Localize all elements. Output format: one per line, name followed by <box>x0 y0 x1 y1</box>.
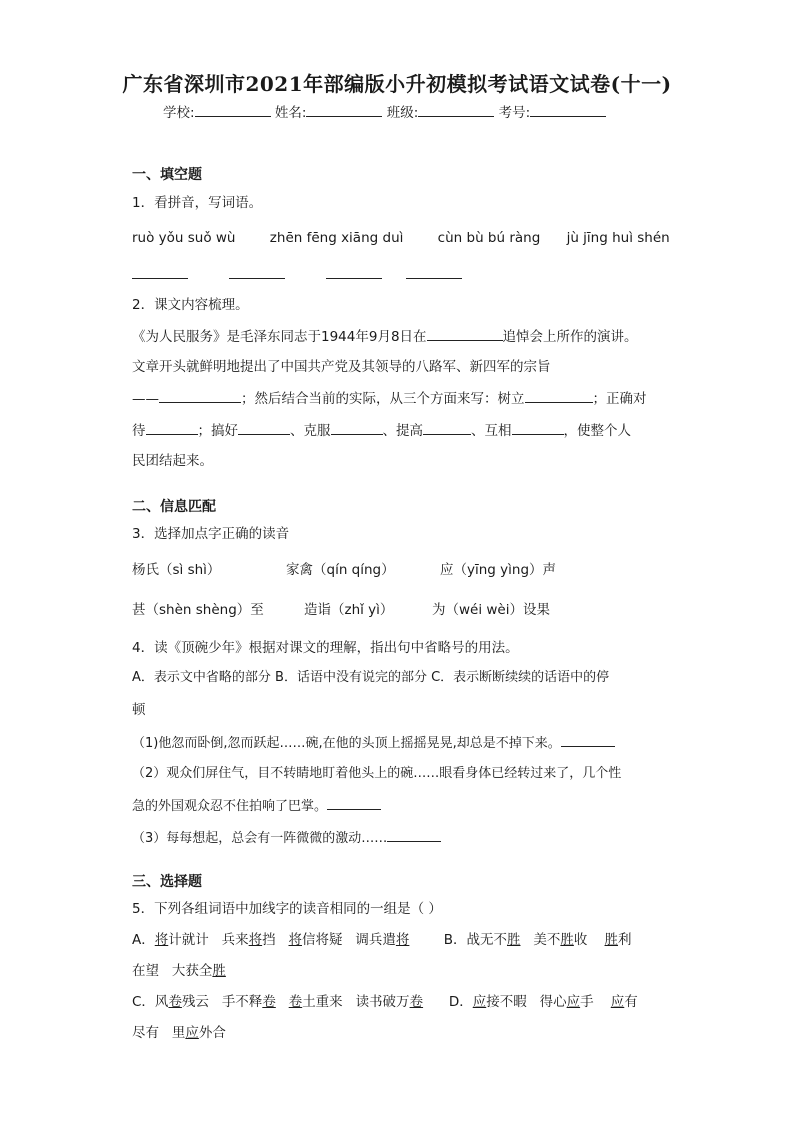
text-segment: C．风 <box>132 994 169 1010</box>
underlined-char: 应 <box>472 994 487 1010</box>
text-segment: 追悼会上所作的演讲。 <box>502 329 638 345</box>
pronunciation-option: 甚（shèn shèng）至 <box>132 602 264 618</box>
student-info-line <box>163 102 606 123</box>
text-segment: 尽有 <box>132 1025 159 1041</box>
answer-blank[interactable] <box>229 264 285 279</box>
question-5-options-cd <box>132 992 638 1012</box>
name-blank[interactable] <box>306 102 382 117</box>
text-segment: 挡 <box>262 932 276 948</box>
text-segment: 计就计 <box>168 932 209 948</box>
question-4-sentence-1 <box>132 732 615 754</box>
underlined-char: 应 <box>185 1025 199 1041</box>
choice-a[interactable] <box>132 932 409 948</box>
answer-blank[interactable] <box>327 795 381 810</box>
answer-blank[interactable] <box>427 326 503 341</box>
text-segment: 调兵遣 <box>355 932 396 948</box>
underlined-char: 胜 <box>604 932 619 948</box>
underlined-char: 胜 <box>506 932 521 948</box>
underlined-char: 将 <box>395 932 410 948</box>
question-2-line-3 <box>132 388 647 409</box>
class-blank[interactable] <box>418 102 494 117</box>
answer-blank[interactable] <box>326 264 382 279</box>
question-5-options-cd-cont <box>132 1023 226 1043</box>
school-label: 学校: <box>163 105 195 121</box>
section-heading-fill-blank: 一、填空题 <box>132 167 202 183</box>
text-segment: 、克服 <box>290 423 331 439</box>
question-4-options: A．表示文中省略的部分 B．话语中没有说完的部分 C．表示断断续续的话语中的停 <box>132 670 610 685</box>
text-segment: 、互相 <box>471 423 512 439</box>
question-2-line-2: 文章开头就鲜明地提出了中国共产党及其领导的八路军、新四军的宗旨 <box>132 359 551 375</box>
text-segment: 有 <box>624 994 638 1010</box>
sentence-text: （3）每每想起，总会有一阵微微的激动…… <box>132 831 388 846</box>
pinyin-item: jù jīng huì shén <box>566 230 670 246</box>
answer-blank[interactable] <box>132 264 188 279</box>
question-4-sentence-2: （2）观众们屏住气，目不转睛地盯着他头上的碗……眼看身体已经转过来了，几个性 <box>132 766 622 781</box>
text-segment: D． <box>448 994 473 1010</box>
underlined-char: 胜 <box>560 932 574 948</box>
underlined-char: 卷 <box>262 994 276 1010</box>
text-segment: 《为人民服务》是毛泽东同志于1944年9月8日在 <box>132 329 427 345</box>
section-heading-matching: 二、信息匹配 <box>132 499 216 515</box>
text-segment: ，使整个人 <box>563 423 631 439</box>
pronunciation-option: 造诣（zhǐ yì） <box>304 602 394 618</box>
answer-blank[interactable] <box>423 420 471 435</box>
question-1-answer-row <box>0 264 794 284</box>
question-2-stem: 2．课文内容梳理。 <box>132 297 249 313</box>
answer-blank[interactable] <box>331 420 383 435</box>
question-5-options-ab <box>132 930 632 950</box>
pronunciation-option: 应（yīng yìng）声 <box>440 562 557 578</box>
sentence-text: 急的外国观众忍不住拍响了巴掌。 <box>132 799 328 814</box>
answer-blank[interactable] <box>238 420 290 435</box>
underlined-char: 卷 <box>409 994 424 1010</box>
text-segment: 兵来 <box>221 932 249 948</box>
text-segment: ；搞好 <box>197 423 238 439</box>
text-segment: 手不释 <box>221 994 263 1010</box>
question-1-pinyin-row <box>132 228 700 248</box>
text-segment: 在望 <box>132 963 159 979</box>
name-label: 姓名: <box>274 105 307 121</box>
question-4-stem: 4．读《顶碗少年》根据对课文的理解，指出句中省略号的用法。 <box>132 640 519 656</box>
underlined-char: 卷 <box>168 994 182 1010</box>
text-segment: 外合 <box>198 1025 226 1041</box>
text-segment: B．战无不 <box>443 932 507 948</box>
question-4-sentence-2-cont <box>132 795 381 817</box>
question-2-line-5: 民团结起来。 <box>132 453 213 469</box>
pinyin-item: cùn bù bú ràng <box>437 230 541 246</box>
text-segment: ；正确对 <box>592 391 647 407</box>
choice-c[interactable] <box>132 994 423 1010</box>
question-2-line-4 <box>132 420 631 441</box>
question-3-stem: 3．选择加点字正确的读音 <box>132 526 290 542</box>
pinyin-item: zhēn fēng xiāng duì <box>269 230 404 246</box>
text-segment: 待 <box>132 423 146 439</box>
text-segment: 大获全 <box>171 963 213 979</box>
text-segment: A． <box>132 932 155 948</box>
underlined-char: 胜 <box>212 963 226 979</box>
text-segment: 读书破万 <box>355 994 410 1010</box>
text-segment: 利 <box>618 932 632 948</box>
answer-blank[interactable] <box>561 732 615 747</box>
answer-blank[interactable] <box>406 264 462 279</box>
class-label: 班级: <box>386 105 419 121</box>
text-segment: 里 <box>171 1025 186 1041</box>
underlined-char: 将 <box>154 932 169 948</box>
question-1-stem: 1．看拼音，写词语。 <box>132 195 263 211</box>
exam-no-label: 考号: <box>498 105 531 121</box>
answer-blank[interactable] <box>525 388 593 403</box>
text-segment: 手 <box>580 994 594 1010</box>
text-segment: 土重来 <box>302 994 343 1010</box>
pinyin-item: ruò yǒu suǒ wù <box>132 230 236 246</box>
section-heading-multiple-choice: 三、选择题 <box>132 874 202 890</box>
underlined-char: 应 <box>610 994 625 1010</box>
school-blank[interactable] <box>195 102 271 117</box>
pronunciation-option: 杨氏（sì shì） <box>132 562 221 578</box>
text-segment: 接不暇 <box>486 994 527 1010</box>
answer-blank[interactable] <box>159 388 241 403</box>
text-segment: 美不 <box>533 932 561 948</box>
answer-blank[interactable] <box>512 420 564 435</box>
underlined-char: 卷 <box>288 994 303 1010</box>
text-segment: 得心 <box>539 994 567 1010</box>
text-segment: ；然后结合当前的实际，从三个方面来写：树立 <box>241 391 525 407</box>
pronunciation-option: 为（wéi wèi）设果 <box>432 602 550 618</box>
underlined-char: 应 <box>566 994 581 1010</box>
question-4-options-cont: 顿 <box>132 702 146 718</box>
page-title: 广东省深圳市2021年部编版小升初模拟考试语文试卷(十一) <box>122 72 672 96</box>
underlined-char: 将 <box>288 932 302 948</box>
question-5-stem: 5．下列各组词语中加线字的读音相同的一组是（ ） <box>132 901 442 917</box>
sentence-text: （1)他忽而卧倒,忽而跃起……碗,在他的头顶上摇摇晃晃,却总是不掉下来。 <box>132 736 561 751</box>
question-4-sentence-3 <box>132 827 441 849</box>
text-segment: —— <box>132 391 159 407</box>
question-5-options-ab-cont <box>132 961 226 981</box>
text-segment: 信将疑 <box>302 932 343 948</box>
answer-blank[interactable] <box>387 827 441 842</box>
question-2-line-1 <box>132 326 638 347</box>
text-segment: 、提高 <box>382 423 423 439</box>
text-segment: 残云 <box>181 994 209 1010</box>
choice-b[interactable] <box>444 932 632 948</box>
choice-d[interactable] <box>449 994 638 1010</box>
exam-no-blank[interactable] <box>530 102 606 117</box>
pronunciation-option: 家禽（qín qíng） <box>286 562 395 578</box>
answer-blank[interactable] <box>146 420 198 435</box>
text-segment: 收 <box>573 932 588 948</box>
underlined-char: 将 <box>248 932 263 948</box>
